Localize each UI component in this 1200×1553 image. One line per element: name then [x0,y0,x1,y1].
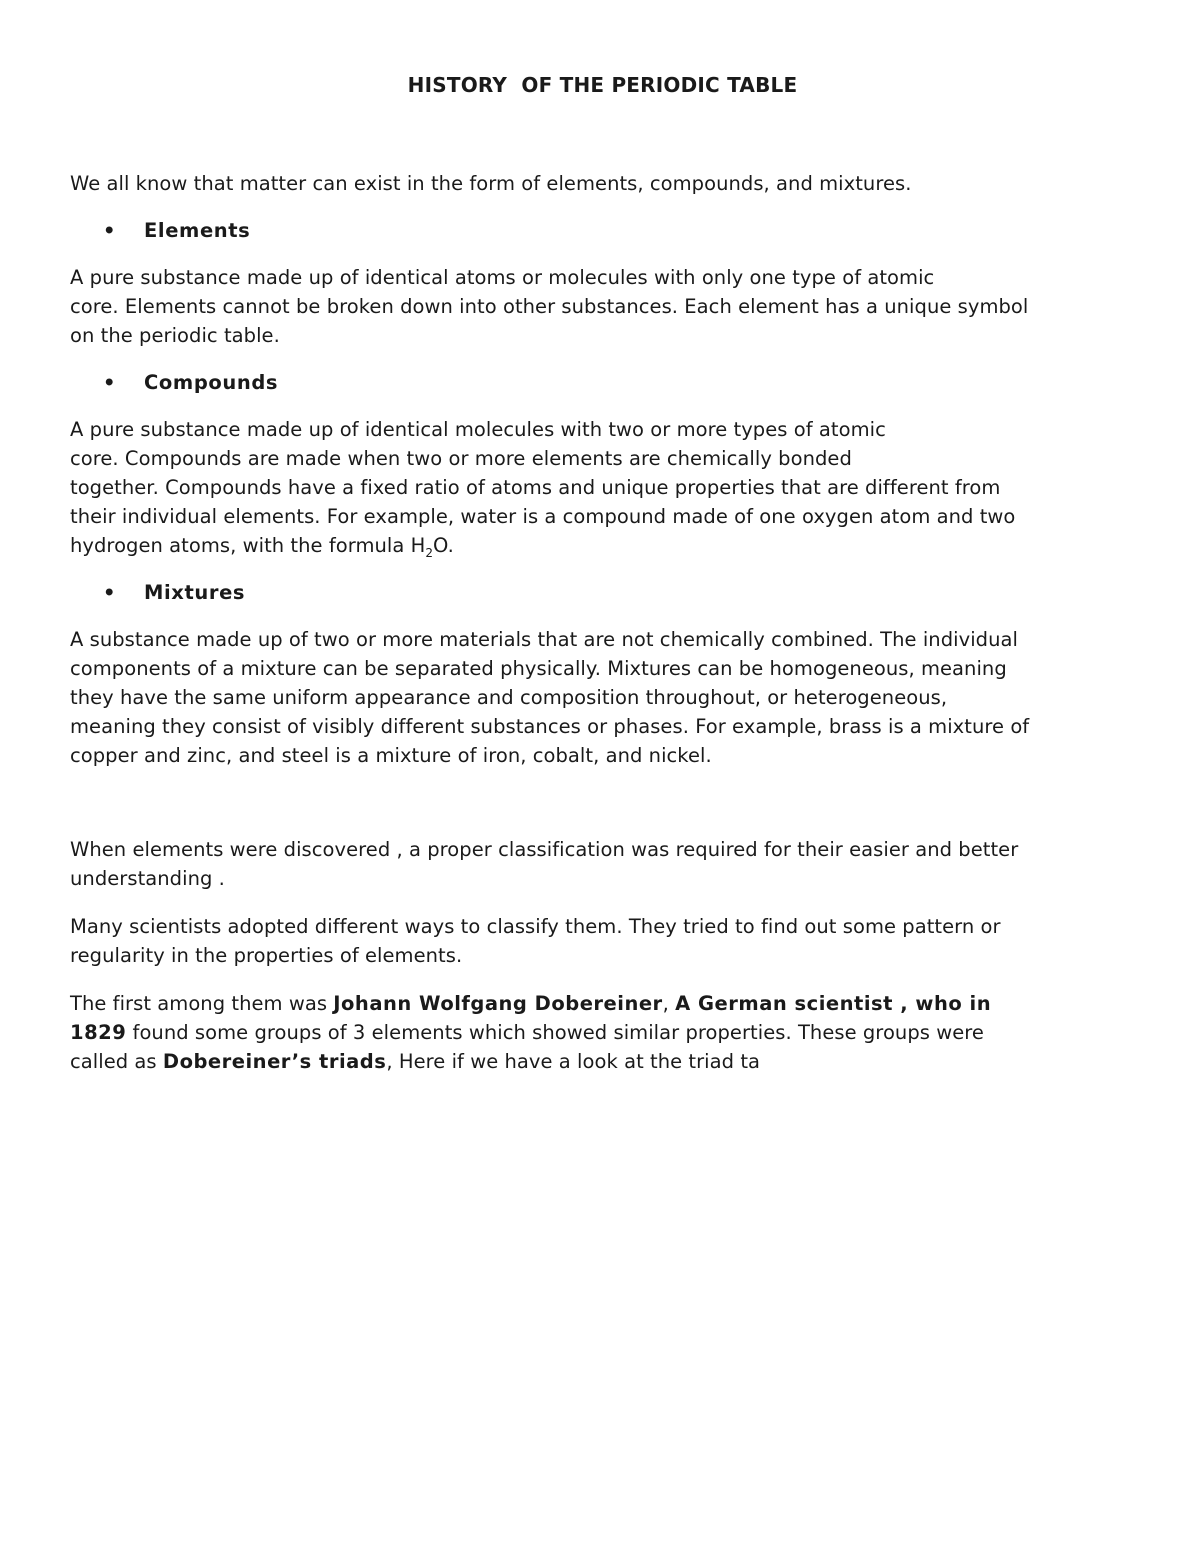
text-line: core. Compounds are made when two or more elements are chemically bonded [70,447,852,470]
text-run: found some groups of 3 elements which showed similar properties. These groups were [126,1021,984,1044]
intro-paragraph: We all know that matter can exist in the form of elements, compounds, and mixtures. [70,172,912,195]
formula-line [70,534,454,560]
text-line: together. Compounds have a fixed ratio of atoms and unique properties that are different from [70,476,1001,499]
text-line: When elements were discovered , a proper classification was required for their easier and better [70,838,1019,861]
text-line: Many scientists adopted different ways to classify them. They tried to find out some pattern or [70,915,1001,938]
text-line: A pure substance made up of identical molecules with two or more types of atomic [70,418,886,441]
text-run: called as [70,1050,163,1073]
scientist-description: A German scientist , who in [675,992,992,1015]
text-line: meaning they consist of visibly different substances or phases. For example, brass is a mixture of [70,715,1030,738]
text-run: , [662,992,676,1015]
text-line: their individual elements. For example, water is a compound made of one oxygen atom and two [70,505,1016,528]
text-line: A substance made up of two or more materials that are not chemically combined. The individual [70,628,1018,651]
text-line: A pure substance made up of identical atoms or molecules with only one type of atomic [70,266,935,289]
formula-subscript: 2 [425,545,434,560]
bullet-heading-mixtures [70,578,1135,607]
discovery-year: 1829 [70,1021,127,1044]
scientist-name: Johann Wolfgang Dobereiner [333,992,663,1015]
bullet-icon: • [103,581,117,604]
text-line: copper and zinc, and steel is a mixture of iron, cobalt, and nickel. [70,744,712,767]
mixtures-paragraph [70,625,1135,770]
document-title: HISTORY OF THE PERIODIC TABLE [407,73,798,97]
heading-compounds: Compounds [144,371,279,394]
text-run: , Here if we have a look at the triad ta [386,1050,761,1073]
bullet-icon: • [103,371,117,394]
text-line: core. Elements cannot be broken down into other substances. Each element has a unique symbol [70,295,1029,318]
heading-mixtures: Mixtures [144,581,246,604]
formula-prefix: hydrogen atoms, with the formula H [70,534,426,557]
text-run: The first among them was [70,992,334,1015]
scientists-paragraph [70,912,1135,970]
text-line: on the periodic table. [70,324,280,347]
text-line: they have the same uniform appearance and composition throughout, or heterogeneous, [70,686,948,709]
formula-suffix: O. [433,534,454,557]
heading-elements: Elements [144,219,251,242]
elements-paragraph [70,263,1135,350]
bullet-heading-compounds [70,368,1135,397]
compounds-paragraph [70,415,1135,560]
bullet-heading-elements [70,216,1135,245]
discovery-paragraph [70,835,1135,893]
document-page [70,70,1135,1076]
triads-term: Dobereiner’s triads [162,1050,387,1073]
text-line: understanding . [70,867,225,890]
text-line: regularity in the properties of elements. [70,944,463,967]
bullet-icon: • [103,219,117,242]
text-line: components of a mixture can be separated physically. Mixtures can be homogeneous, meaning [70,657,1007,680]
dobereiner-paragraph [70,989,1135,1076]
